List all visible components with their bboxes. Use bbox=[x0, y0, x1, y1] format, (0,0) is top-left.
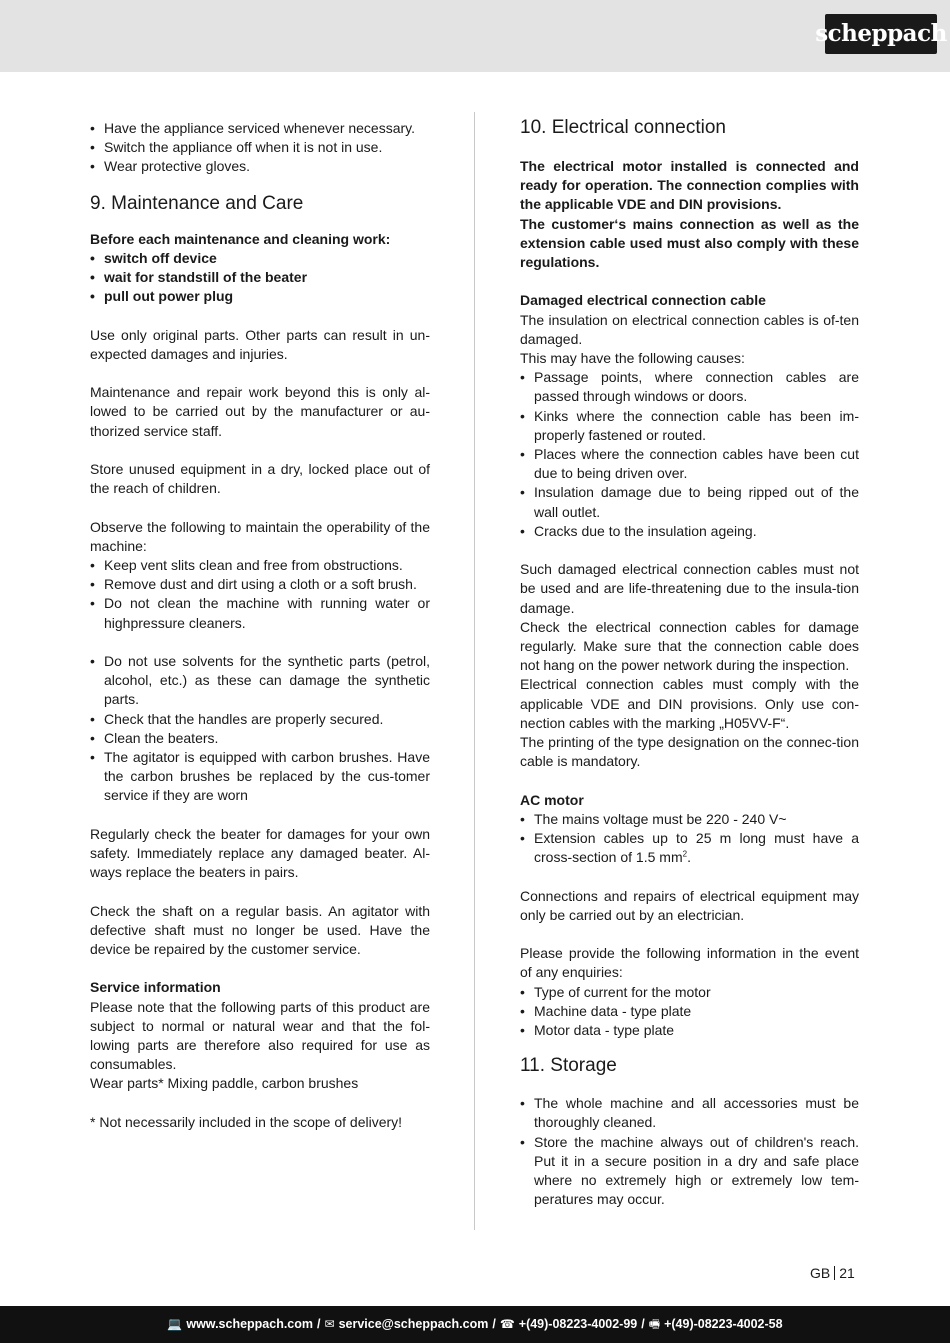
footer-separator: / bbox=[641, 1316, 645, 1331]
list-item: • The agitator is equipped with carbon brushes. Have the carbon brushes be replaced by the cus-tomer service if they are worn bbox=[90, 748, 430, 806]
before-maintenance-heading: Before each maintenance and cleaning work: bbox=[90, 230, 391, 247]
paragraph-insulation: The insulation on electrical connection cables is of-ten damaged. bbox=[520, 311, 859, 347]
list-item: • Check that the handles are properly secured. bbox=[90, 710, 430, 729]
scheppach-logo: scheppach bbox=[825, 14, 937, 54]
column-divider bbox=[474, 112, 475, 1230]
section-heading-maintenance: 9. Maintenance and Care bbox=[90, 192, 304, 214]
header-band bbox=[0, 0, 950, 72]
list-item: • Remove dust and dirt using a cloth or a soft brush. bbox=[90, 575, 430, 594]
list-item: • switch off device bbox=[90, 249, 430, 268]
ac-motor-bullet-list bbox=[520, 810, 859, 868]
list-item: • The whole machine and all accessories must be thoroughly cleaned. bbox=[520, 1094, 859, 1132]
footer-fax: +(49)-08223-4002-58 bbox=[664, 1316, 783, 1331]
ac-motor-heading: AC motor bbox=[520, 791, 584, 808]
list-item: • Keep vent slits clean and free from obstructions. bbox=[90, 556, 430, 575]
footer-phone: +(49)-08223-4002-99 bbox=[518, 1316, 638, 1331]
paragraph-wear-parts-note: Please note that the following parts of this product are subject to normal or natural wear and that the fol-lowing parts are therefore also required for use as consumables. bbox=[90, 998, 430, 1073]
list-item: • Cracks due to the insulation ageing. bbox=[520, 522, 859, 541]
delivery-footnote: * Not necessarily included in the scope of delivery! bbox=[90, 1113, 403, 1130]
electrical-intro-2: The customer‘s mains connection as well as the extension cable used must also comply with these regulations. bbox=[520, 215, 859, 271]
list-item: • Store the machine always out of children's reach. Put it in a secure position in a dry and safe place where no extremely high or extremely low tem-peratures may occur. bbox=[520, 1133, 859, 1210]
cross-section-text: Extension cables up to 25 m long must have a cross-section of 1.5 mm bbox=[534, 830, 859, 866]
fax-icon: 🖷 bbox=[648, 1316, 661, 1331]
paragraph-enquiries: Please provide the following information in the event of any enquiries: bbox=[520, 945, 859, 981]
list-item: • Insulation damage due to being ripped out of the wall outlet. bbox=[520, 483, 859, 521]
section-heading-electrical: 10. Electrical connection bbox=[520, 117, 726, 138]
paragraph-original-parts: Use only original parts. Other parts can result in un-expected damages and injuries. bbox=[90, 326, 430, 362]
paragraph-comply: Electrical connection cables must comply with the applicable VDE and DIN provisions. Only use con-nection cables with the marking „H05VV-F“. bbox=[520, 676, 859, 731]
list-item: • Passage points, where connection cables are passed through windows or doors. bbox=[520, 368, 859, 406]
care-bullet-list bbox=[90, 652, 430, 806]
paragraph-wear-parts: Wear parts* Mixing paddle, carbon brushes bbox=[90, 1075, 359, 1092]
storage-bullet-list bbox=[520, 1094, 859, 1209]
list-item: • Kinks where the connection cable has been im-properly fastened or routed. bbox=[520, 407, 859, 445]
paragraph-causes-intro: This may have the following causes: bbox=[520, 350, 745, 367]
intro-bullet-list bbox=[90, 119, 430, 177]
list-item: • Switch the appliance off when it is not in use. bbox=[90, 138, 430, 157]
list-item: • pull out power plug bbox=[90, 287, 430, 306]
list-item: • wait for standstill of the beater bbox=[90, 268, 430, 287]
footer-bar bbox=[0, 1306, 950, 1343]
causes-bullet-list bbox=[520, 368, 859, 541]
list-item: • Have the appliance serviced whenever necessary. bbox=[90, 119, 430, 138]
paragraph-check-beater: Regularly check the beater for damages for your own safety. Immediately replace any damaged beater. Al-ways replace the beaters in pairs. bbox=[90, 825, 430, 881]
language-code: GB bbox=[810, 1265, 831, 1281]
list-item bbox=[520, 829, 859, 867]
page-number-value: 21 bbox=[839, 1265, 855, 1281]
paragraph-store-equipment: Store unused equipment in a dry, locked place out of the reach of children. bbox=[90, 461, 430, 497]
before-maintenance-list bbox=[90, 249, 430, 307]
observe-bullet-list bbox=[90, 556, 430, 633]
damaged-cable-heading: Damaged electrical connection cable bbox=[520, 292, 766, 309]
list-item: • Wear protective gloves. bbox=[90, 157, 430, 176]
electrical-intro-1: The electrical motor installed is connected and ready for operation. The connection complies with the applicable VDE and DIN provisions. bbox=[520, 158, 859, 213]
paragraph-must-not-use: Such damaged electrical connection cables must not be used and are life-threatening due to the insula-tion damage. bbox=[520, 561, 859, 616]
list-item: • Do not clean the machine with running water or highpressure cleaners. bbox=[90, 594, 430, 632]
list-item: • Clean the beaters. bbox=[90, 729, 430, 748]
footer-email-link[interactable]: service@scheppach.com bbox=[338, 1316, 489, 1331]
list-item: • Type of current for the motor bbox=[520, 983, 859, 1002]
enquiry-bullet-list bbox=[520, 983, 859, 1041]
paragraph-check-shaft: Check the shaft on a regular basis. An agitator with defective shaft must no longer be used. Have the device be repaired by the customer service. bbox=[90, 902, 430, 958]
service-information-heading: Service information bbox=[90, 979, 221, 996]
footer-separator: / bbox=[492, 1316, 496, 1331]
list-item: • Do not use solvents for the synthetic parts (petrol, alcohol, etc.) as these can damage the synthetic parts. bbox=[90, 652, 430, 710]
right-column bbox=[520, 119, 859, 1209]
page-number bbox=[810, 1264, 855, 1283]
paragraph-printing: The printing of the type designation on the connec-tion cable is mandatory. bbox=[520, 734, 859, 770]
paragraph-observe: Observe the following to maintain the operability of the machine: bbox=[90, 518, 430, 554]
footer-website-link[interactable]: www.scheppach.com bbox=[186, 1316, 314, 1331]
page-number-separator bbox=[834, 1266, 835, 1280]
left-column bbox=[90, 119, 430, 1132]
superscript-2: 2 bbox=[682, 849, 688, 859]
paragraph-repair-work: Maintenance and repair work beyond this is only al-lowed to be carried out by the manufacturer or au-thorized service staff. bbox=[90, 384, 430, 439]
paragraph-electrician: Connections and repairs of electrical equipment may only be carried out by an electrician. bbox=[520, 887, 859, 923]
paragraph-check-cables: Check the electrical connection cables for damage regularly. Make sure that the connection cable does not hang on the power network during the inspection. bbox=[520, 618, 859, 674]
footer-separator: / bbox=[317, 1316, 321, 1331]
section-heading-storage: 11. Storage bbox=[520, 1055, 617, 1077]
list-item: • Motor data - type plate bbox=[520, 1021, 859, 1040]
computer-icon: 💻 bbox=[167, 1316, 183, 1331]
list-item: • Machine data - type plate bbox=[520, 1002, 859, 1021]
list-item: • Places where the connection cables have been cut due to being driven over. bbox=[520, 445, 859, 483]
mail-icon: ✉ bbox=[324, 1316, 335, 1331]
list-item: • The mains voltage must be 220 - 240 V~ bbox=[520, 810, 859, 829]
phone-icon: ☎ bbox=[499, 1316, 515, 1331]
period: . bbox=[687, 849, 691, 866]
